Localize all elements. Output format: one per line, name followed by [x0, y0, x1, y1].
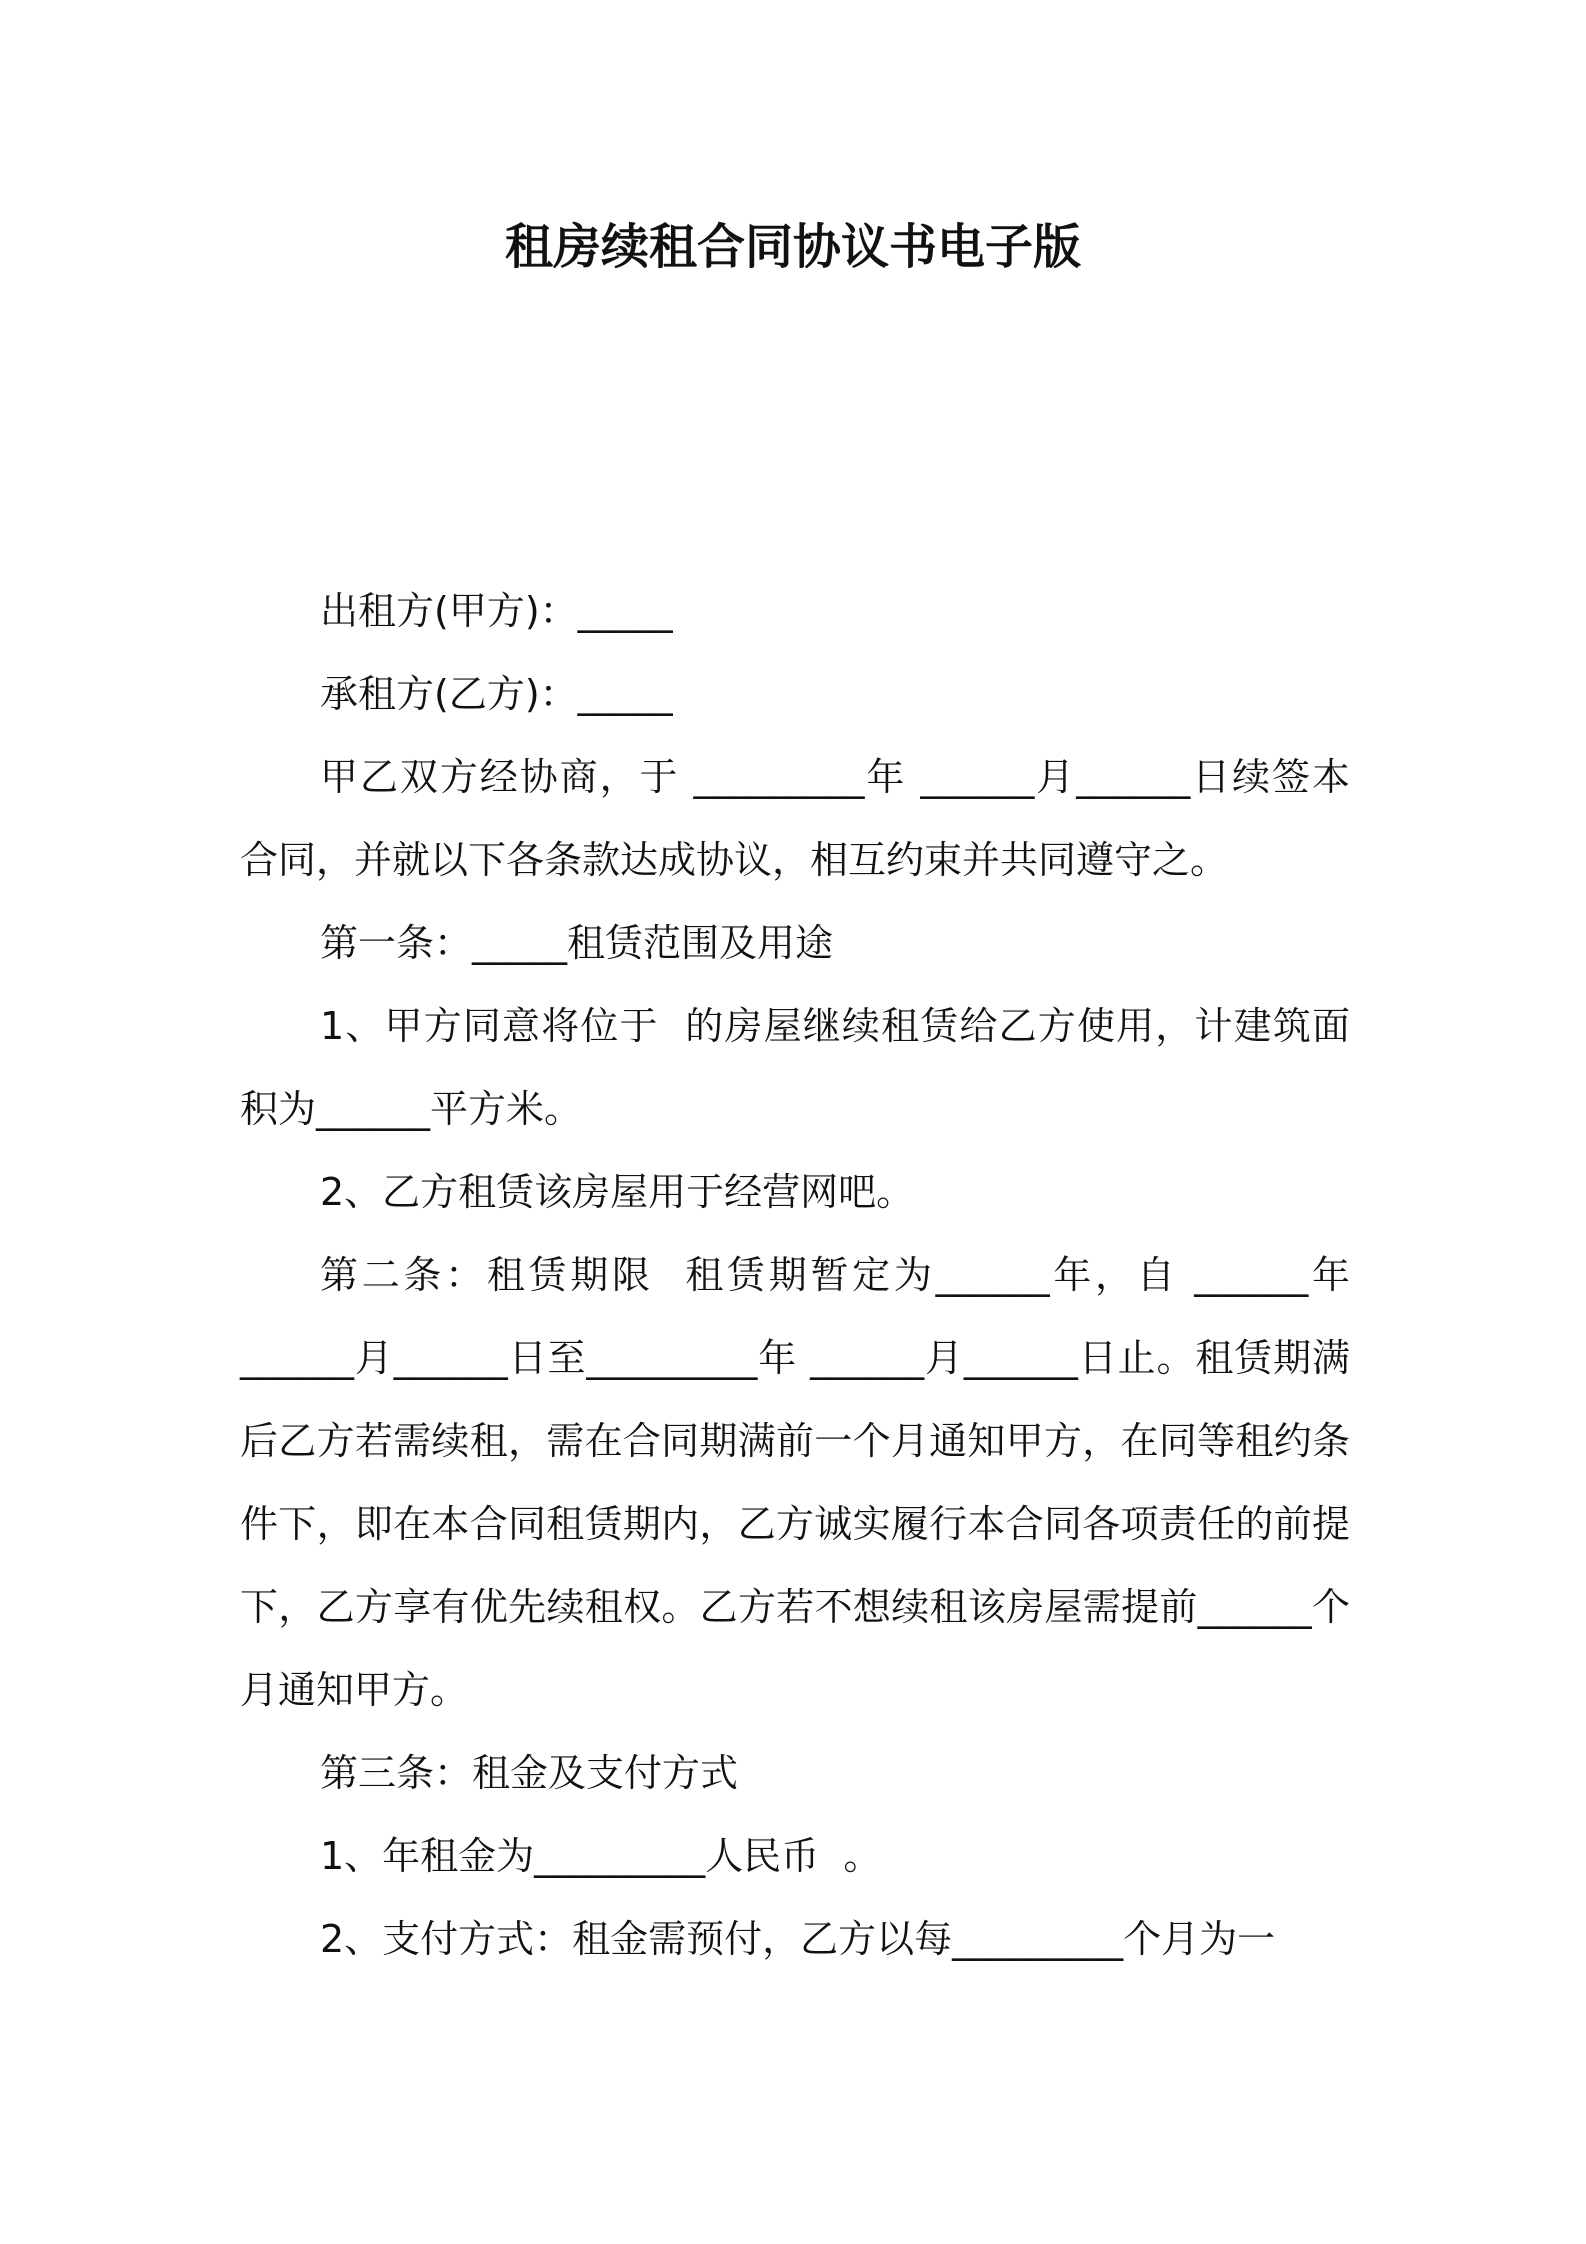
article-2-paragraph: 第二条：租赁期限 租赁期暂定为______年，自 ______年______月______日至_________年 ______月______日止。租赁期满后乙方若需续租，需在合同期满前一个月通知甲方，在同等租约条件下，即在本合同租赁期内，乙方诚实履行本合同各项责任的前提下，乙方享有优先续租权。乙方若不想续租该房屋需提前______个月通知甲方。	[240, 1253, 1350, 1712]
article-1-clause-2: 2、乙方租赁该房屋用于经营网吧。	[320, 1170, 915, 1214]
preamble-paragraph: 甲乙双方经协商，于 _________年 ______月______日续签本合同，并就以下各条款达成协议，相互约束并共同遵守之。	[240, 755, 1350, 882]
document-title: 租房续租合同协议书电子版	[504, 219, 1081, 275]
article-1-clause-1: 1、甲方同意将位于 的房屋继续租赁给乙方使用，计建筑面积为______平方米。	[240, 1004, 1350, 1131]
article-3-clause-1: 1、年租金为_________人民币 。	[320, 1834, 882, 1878]
article-3-heading: 第三条：租金及支付方式	[320, 1751, 739, 1795]
lessor-line: 出租方(甲方)：_____	[320, 589, 673, 633]
document-body	[240, 570, 1350, 1981]
article-3-clause-2: 2、支付方式：租金需预付，乙方以每_________个月为一	[320, 1917, 1276, 1961]
lessee-line: 承租方(乙方)：_____	[320, 672, 673, 716]
article-1-heading: 第一条：_____租赁范围及用途	[320, 921, 834, 965]
